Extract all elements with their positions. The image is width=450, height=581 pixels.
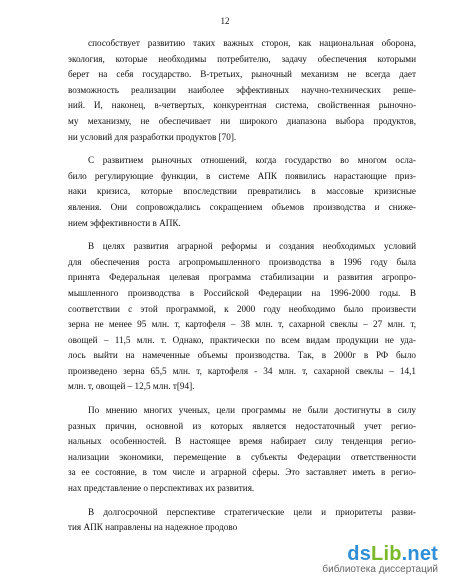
text-line: явления. Они сопровождались сокращением объемов производства и сниже- <box>68 201 416 212</box>
paragraph-gap <box>68 231 416 239</box>
watermark-logo <box>322 543 438 566</box>
text-line: нальных особенностей. В настоящее время набирает силу тенденция регио- <box>68 436 416 447</box>
text-line: нием эффективности в АПК. <box>68 217 181 228</box>
paragraph-gap <box>68 395 416 403</box>
text-line: По мнению многих ученых, цели программы не были достигнуты в силу <box>88 405 416 416</box>
document-body <box>68 36 416 536</box>
text-line: способствует развитию таких важных сторон, как национальная оборона, <box>88 38 416 48</box>
text-line: тия АПК направлены на надежное продово <box>68 522 238 533</box>
text-line: С развитием рыночных отношений, когда государство во многом осла- <box>88 155 416 166</box>
paragraph-gap <box>68 497 416 505</box>
text-line: экология, которые необходимы потребителю, задачу обеспечения которыми <box>68 53 416 64</box>
text-line: нализации экономики, перемещение в субъекты Федерации ответственности <box>68 451 416 462</box>
paragraph <box>68 153 416 231</box>
text-line: соответствии с этой программой, к 2000 году необходимо было произвести <box>68 303 416 314</box>
text-line: лось выйти на намеченные объемы производства. Так, в 2000г в РФ было <box>68 350 416 361</box>
text-line: ний. И, наконец, в-четвертых, конкурентная система, свойственная рыночно- <box>68 100 416 111</box>
text-line: ни условий для разработки продуктов [70]. <box>68 131 237 142</box>
text-line: нах представление о перспективах их развития. <box>68 483 255 494</box>
text-line: млн. т, овощей – 12,5 млн. т[94]. <box>68 381 195 392</box>
watermark-logo-net: .net <box>401 543 438 565</box>
text-line: принята Федеральная целевая программа стабилизации и развития агропро- <box>68 272 416 283</box>
watermark-logo-lib: Lib <box>371 543 402 565</box>
text-line: овощей – 11,5 млн. т. Однако, практически по всем видам продукции не уда- <box>68 334 416 345</box>
text-line: берет на себя государство. В-третьих, рыночный механизм не всегда дает <box>68 69 416 80</box>
text-line: разных причин, основной из которых является недостаточный учет регио- <box>68 420 416 431</box>
text-line: возможность реализации наиболее эффективных научно-технических реше- <box>68 84 416 95</box>
text-line: для обеспечения роста агропромышленного производства в 1996 году была <box>68 256 416 267</box>
watermark-caption: библиотека диссертаций <box>322 564 438 575</box>
text-line: за ее состояние, в том числе и аграрной сферы. Это заставляет иметь в регио- <box>68 467 416 478</box>
watermark[interactable] <box>322 543 438 575</box>
paragraph <box>68 505 416 536</box>
text-line: наки кризиса, которые впоследствии превратились в массовые кризисные <box>68 186 416 197</box>
text-line: било регулирующие функции, в системе АПК появились нарастающие приз- <box>68 170 416 181</box>
text-line: В целях развития аграрной реформы и создания необходимых условий <box>88 241 416 252</box>
paragraph <box>68 36 416 145</box>
page-number: 12 <box>220 16 230 26</box>
text-line: произведено зерна 65,5 млн. т, картофеля - 34 млн. т, сахарной свеклы – 14,1 <box>68 365 416 376</box>
paragraph-gap <box>68 145 416 153</box>
watermark-logo-ds: ds <box>347 543 372 565</box>
paragraph <box>68 239 416 395</box>
text-line: мышленного производства в Российской Федерации на 1996-2000 годы. В <box>68 287 416 298</box>
text-line: му механизму, не обеспечивает ни широкого диапазона выбора продуктов, <box>68 115 416 126</box>
text-line: В долгосрочной перспективе стратегические цели и приоритеты разви- <box>88 506 416 517</box>
paragraph <box>68 403 416 497</box>
text-line: зерна не менее 95 млн. т, картофеля – 38 млн. т, сахарной свеклы – 27 млн. т, <box>68 319 416 330</box>
